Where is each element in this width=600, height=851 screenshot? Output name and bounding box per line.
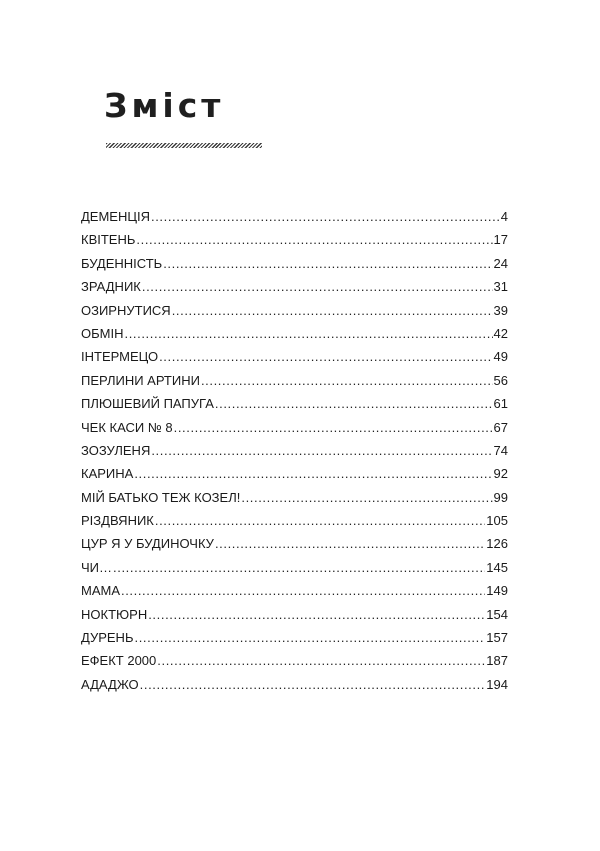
- toc-entry-title: ЗРАДНИК: [81, 279, 141, 295]
- toc-entry-page: 4: [500, 209, 508, 224]
- toc-entry-page: 149: [486, 583, 508, 599]
- toc-entry-title: ЦУР Я У БУДИНОЧКУ: [81, 536, 214, 552]
- dot-leader: [113, 556, 485, 579]
- dot-leader: [174, 416, 493, 439]
- toc-entry-title: КВІТЕНЬ: [81, 232, 136, 248]
- table-of-contents: [81, 205, 508, 696]
- dot-leader: [215, 392, 493, 415]
- toc-entry-title: БУДЕННІСТЬ: [81, 255, 163, 271]
- toc-entry-title: ОБМІН: [81, 325, 124, 341]
- toc-entry-title: ІНТЕРМЕЦО: [81, 349, 159, 365]
- toc-entry-title: ОЗИРНУТИСЯ: [81, 302, 171, 318]
- toc-entry-page: 31: [493, 279, 508, 295]
- toc-entry-page: 145: [486, 559, 508, 575]
- dot-leader: [148, 603, 485, 626]
- dot-leader: [241, 486, 492, 509]
- toc-entry-title: ЗОЗУЛЕНЯ: [81, 442, 151, 458]
- toc-entry: [81, 205, 508, 228]
- toc-entry-title: НОКТЮРН: [81, 606, 148, 622]
- toc-entry: [81, 439, 508, 462]
- toc-entry: [81, 556, 508, 579]
- toc-entry-page: 17: [493, 232, 508, 248]
- toc-entry-title: РІЗДВЯНИК: [81, 513, 154, 529]
- toc-entry: [81, 649, 508, 672]
- toc-entry-page: 99: [493, 489, 508, 505]
- dot-leader: [151, 205, 500, 228]
- toc-entry-page: 67: [493, 419, 508, 435]
- toc-entry: [81, 252, 508, 275]
- toc-entry-page: 61: [493, 396, 508, 412]
- toc-entry: [81, 275, 508, 298]
- toc-entry: [81, 228, 508, 251]
- toc-entry: [81, 369, 508, 392]
- toc-entry-page: 56: [493, 372, 508, 388]
- toc-entry: [81, 299, 508, 322]
- dot-leader: [134, 462, 492, 485]
- toc-entry: [81, 532, 508, 555]
- toc-entry: [81, 486, 508, 509]
- dot-leader: [142, 275, 493, 298]
- toc-entry-page: 105: [486, 513, 508, 529]
- dot-leader: [215, 532, 485, 555]
- dot-leader: [172, 299, 493, 322]
- dot-leader: [163, 252, 492, 275]
- page-title: Зміст: [104, 86, 225, 125]
- toc-entry-page: 157: [486, 630, 508, 646]
- dot-leader: [201, 369, 493, 392]
- toc-entry-page: 42: [493, 325, 508, 341]
- toc-entry-title: ЧИ…: [81, 559, 113, 575]
- toc-entry: [81, 416, 508, 439]
- title-underline: [106, 143, 262, 148]
- toc-entry-page: 74: [493, 442, 508, 458]
- toc-entry-page: 154: [486, 606, 508, 622]
- toc-entry-page: 126: [486, 536, 508, 552]
- toc-entry: [81, 345, 508, 368]
- dot-leader: [124, 322, 492, 345]
- toc-entry-page: 187: [486, 653, 508, 669]
- dot-leader: [157, 649, 485, 672]
- toc-entry-page: 92: [493, 466, 508, 482]
- toc-entry-page: 39: [493, 302, 508, 318]
- dot-leader: [159, 345, 492, 368]
- toc-entry: [81, 626, 508, 649]
- dot-leader: [121, 579, 485, 602]
- toc-entry-title: ПЕРЛИНИ АРТИНИ: [81, 372, 200, 388]
- toc-entry: [81, 322, 508, 345]
- dot-leader: [140, 673, 486, 696]
- toc-entry-title: МІЙ БАТЬКО ТЕЖ КОЗЕЛ!: [81, 489, 241, 505]
- toc-entry: [81, 462, 508, 485]
- toc-entry-page: 49: [493, 349, 508, 365]
- dot-leader: [151, 439, 492, 462]
- toc-entry: [81, 673, 508, 696]
- toc-entry-title: ДЕМЕНЦІЯ: [81, 209, 150, 224]
- toc-entry-title: ДУРЕНЬ: [81, 630, 134, 646]
- toc-entry: [81, 603, 508, 626]
- toc-entry-title: АДАДЖО: [81, 676, 139, 692]
- toc-entry-page: 24: [493, 255, 508, 271]
- toc-entry-title: ЕФЕКТ 2000: [81, 653, 157, 669]
- dot-leader: [134, 626, 485, 649]
- toc-entry-page: 194: [486, 676, 508, 692]
- toc-entry-title: ПЛЮШЕВИЙ ПАПУГА: [81, 396, 214, 412]
- dot-leader: [136, 228, 492, 251]
- toc-entry-title: КАРИНА: [81, 466, 134, 482]
- toc-entry: [81, 579, 508, 602]
- toc-entry-title: МАМА: [81, 583, 120, 599]
- dot-leader: [155, 509, 485, 532]
- toc-entry: [81, 392, 508, 415]
- toc-entry: [81, 509, 508, 532]
- toc-entry-title: ЧЕК КАСИ № 8: [81, 419, 173, 435]
